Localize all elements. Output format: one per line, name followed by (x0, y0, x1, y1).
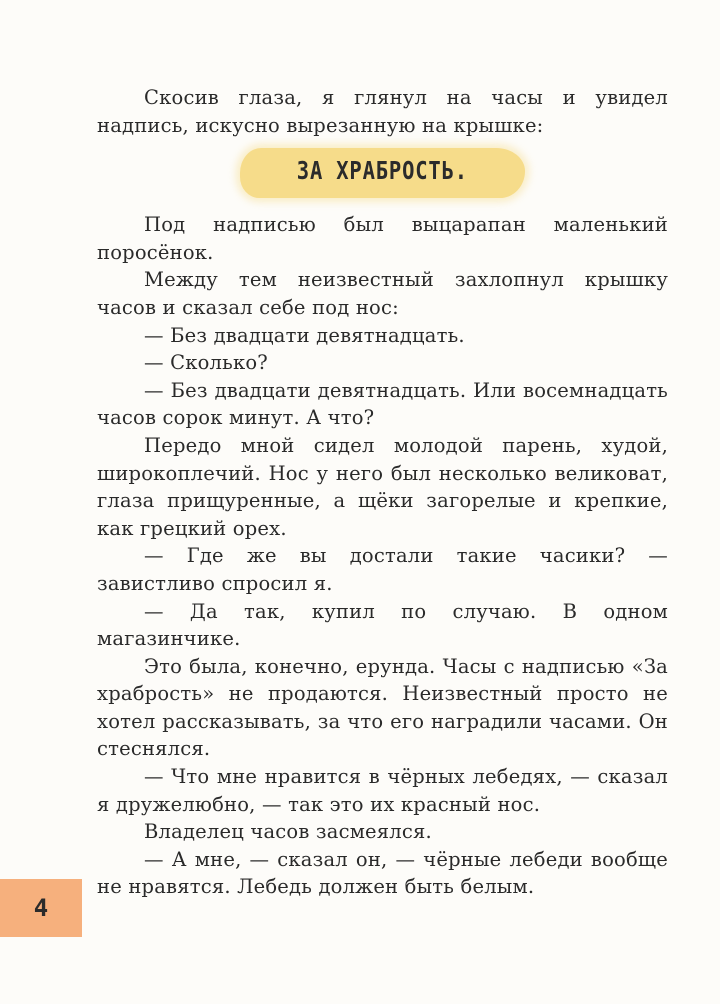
paragraph: Между тем неизвестный захлопнул крышку часов и сказал себе под нос: (97, 268, 668, 319)
paragraph: Передо мной сидел молодой парень, худой, широкоплечий. Нос у него был несколько великоват, глаза прищуренные, а щёки загорелые и крепкие, как грецкий орех. (97, 433, 668, 540)
title-banner (240, 148, 525, 198)
dialogue-line: — А мне, — сказал он, — чёрные лебеди вообще не нравятся. Лебедь должен быть белым. (97, 847, 668, 899)
dialogue-line: — Где же вы достали такие часики? — завистливо спросил я. (97, 544, 668, 595)
paragraph: Под надписью был выцарапан маленький поросёнок. (97, 213, 668, 264)
inscription-title: ЗА ХРАБРОСТЬ. (296, 156, 469, 186)
dialogue-line: — Что мне нравится в чёрных лебедях, — сказал я дружелюбно, — так это их красный нос. (97, 765, 668, 816)
dialogue-line: — Без двадцати девятнадцать. (144, 323, 465, 347)
dialogue-line: — Без двадцати девятнадцать. Или восемнадцать часов сорок минут. А что? (97, 378, 668, 430)
dialogue-line: — Да так, купил по случаю. В одном магазинчике. (97, 599, 668, 651)
dialogue-line: — Сколько? (144, 351, 268, 375)
page-number-badge (0, 879, 82, 937)
title-banner-wrap (97, 142, 668, 204)
page-text (97, 84, 668, 901)
paragraph: Это была, конечно, ерунда. Часы с надписью «За храбрость» не продаются. Неизвестный просто не хотел рассказывать, за что его наградили часами. Он стеснялся. (97, 654, 668, 761)
page-number: 4 (33, 894, 49, 922)
paragraph: Скосив глаза, я глянул на часы и увидел надпись, искусно вырезанную на крышке: (97, 86, 668, 137)
paragraph: Владелец часов засмеялся. (144, 820, 432, 844)
